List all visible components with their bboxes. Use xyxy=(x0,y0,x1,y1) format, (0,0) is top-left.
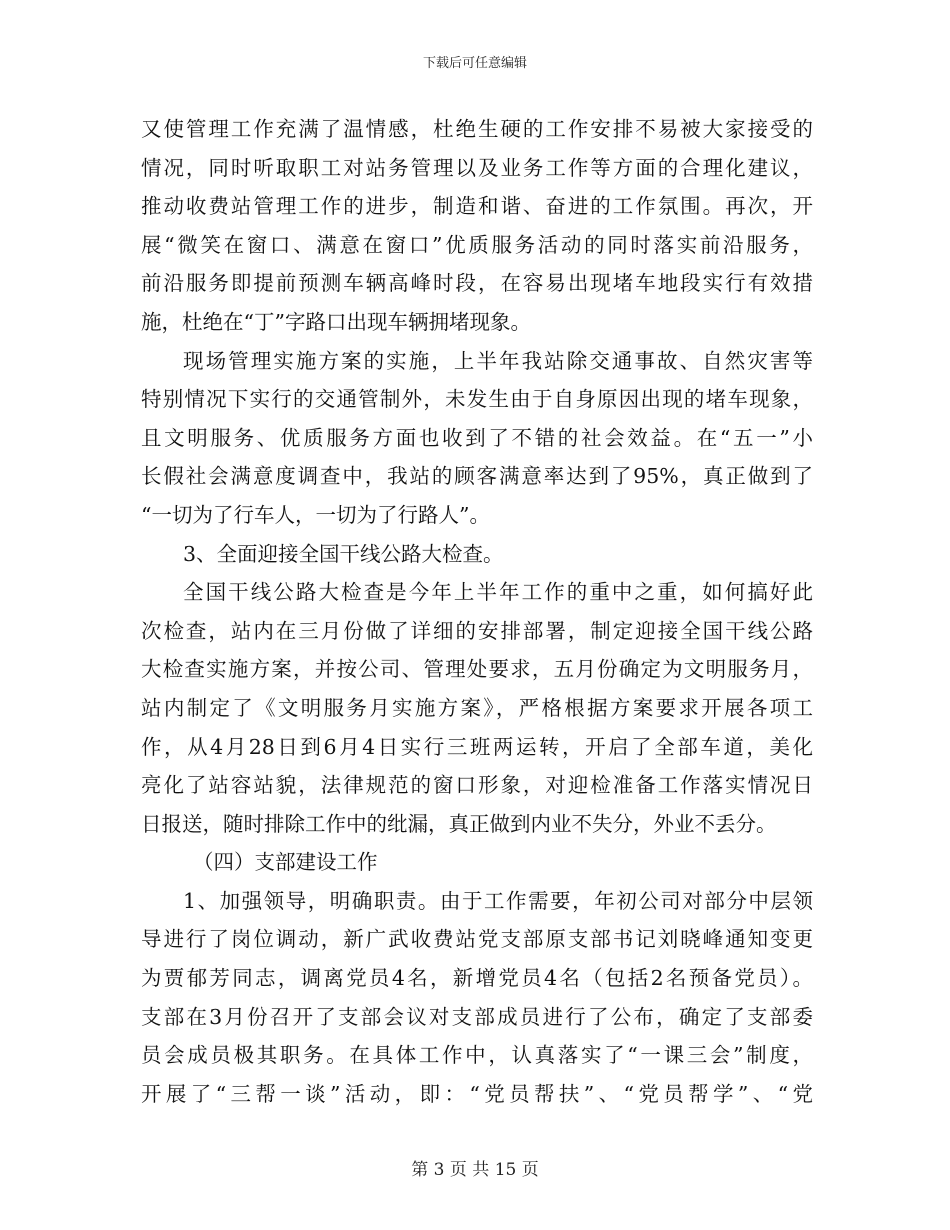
page-header: 下载后可任意编辑 xyxy=(422,56,527,71)
section-heading: （四）支部建设工作 xyxy=(193,850,378,875)
paragraph-start-line: 现场管理实施方案的实施，上半年我站除交通事故、自然灾害等 xyxy=(183,348,813,373)
text-line: 作，从4月28日到6月4日实行三班两运转，开启了全部车道，美化 xyxy=(141,734,813,759)
text-line: 展“微笑在窗口、满意在窗口”优质服务活动的同时落实前沿服务， xyxy=(141,232,813,257)
text-line: 次检查，站内在三月份做了详细的安排部署，制定迎接全国干线公路 xyxy=(141,618,813,643)
text-line: 开展了“三帮一谈”活动，即：“党员帮扶”、“党员帮学”、“党 xyxy=(141,1081,813,1106)
text-line: 支部在3月份召开了支部会议对支部成员进行了公布，确定了支部委 xyxy=(141,1004,813,1029)
text-line: 日报送，随时排除工作中的纰漏，真正做到内业不失分，外业不丢分。 xyxy=(141,811,777,836)
text-line: 前沿服务即提前预测车辆高峰时段，在容易出现堵车地段实行有效措 xyxy=(141,271,813,296)
document-body xyxy=(141,110,813,1113)
text-line: 员会成员极其职务。在具体工作中，认真落实了“一课三会”制度， xyxy=(141,1043,813,1068)
text-line: 情况，同时听取职工对站务管理以及业务工作等方面的合理化建议， xyxy=(141,155,813,180)
page-number: 第 3 页 共 15 页 xyxy=(411,1160,539,1180)
text-line: 推动收费站管理工作的进步，制造和谐、奋进的工作氛围。再次，开 xyxy=(141,194,813,219)
text-line: 为贾郁芳同志，调离党员4名，新增党员4名（包括2名预备党员）。 xyxy=(141,966,813,991)
text-line: 导进行了岗位调动，新广武收费站党支部原支部书记刘晓峰通知变更 xyxy=(141,927,813,952)
text-line: 且文明服务、优质服务方面也收到了不错的社会效益。在“五一”小 xyxy=(141,425,813,450)
text-line: 长假社会满意度调查中，我站的顾客满意率达到了95%，真正做到了 xyxy=(141,464,813,489)
section-heading: 3、全面迎接全国干线公路大检查。 xyxy=(183,541,504,566)
text-line: 特别情况下实行的交通管制外，未发生由于自身原因出现的堵车现象， xyxy=(141,387,813,412)
text-line: 站内制定了《文明服务月实施方案》，严格根据方案要求开展各项工 xyxy=(141,695,813,720)
text-line: 大检查实施方案，并按公司、管理处要求，五月份确定为文明服务月， xyxy=(141,657,813,682)
text-line: 又使管理工作充满了温情感，杜绝生硬的工作安排不易被大家接受的 xyxy=(141,117,813,141)
text-line: “一切为了行车人，一切为了行路人”。 xyxy=(141,502,490,527)
text-line: 施，杜绝在“丁”字路口出现车辆拥堵现象。 xyxy=(141,309,531,334)
paragraph-start-line: 全国干线公路大检查是今年上半年工作的重中之重，如何搞好此 xyxy=(183,580,813,605)
text-line: 亮化了站容站貌，法律规范的窗口形象，对迎检准备工作落实情况日 xyxy=(141,773,813,798)
paragraph-start-line: 1、加强领导，明确职责。由于工作需要，年初公司对部分中层领 xyxy=(183,888,813,913)
